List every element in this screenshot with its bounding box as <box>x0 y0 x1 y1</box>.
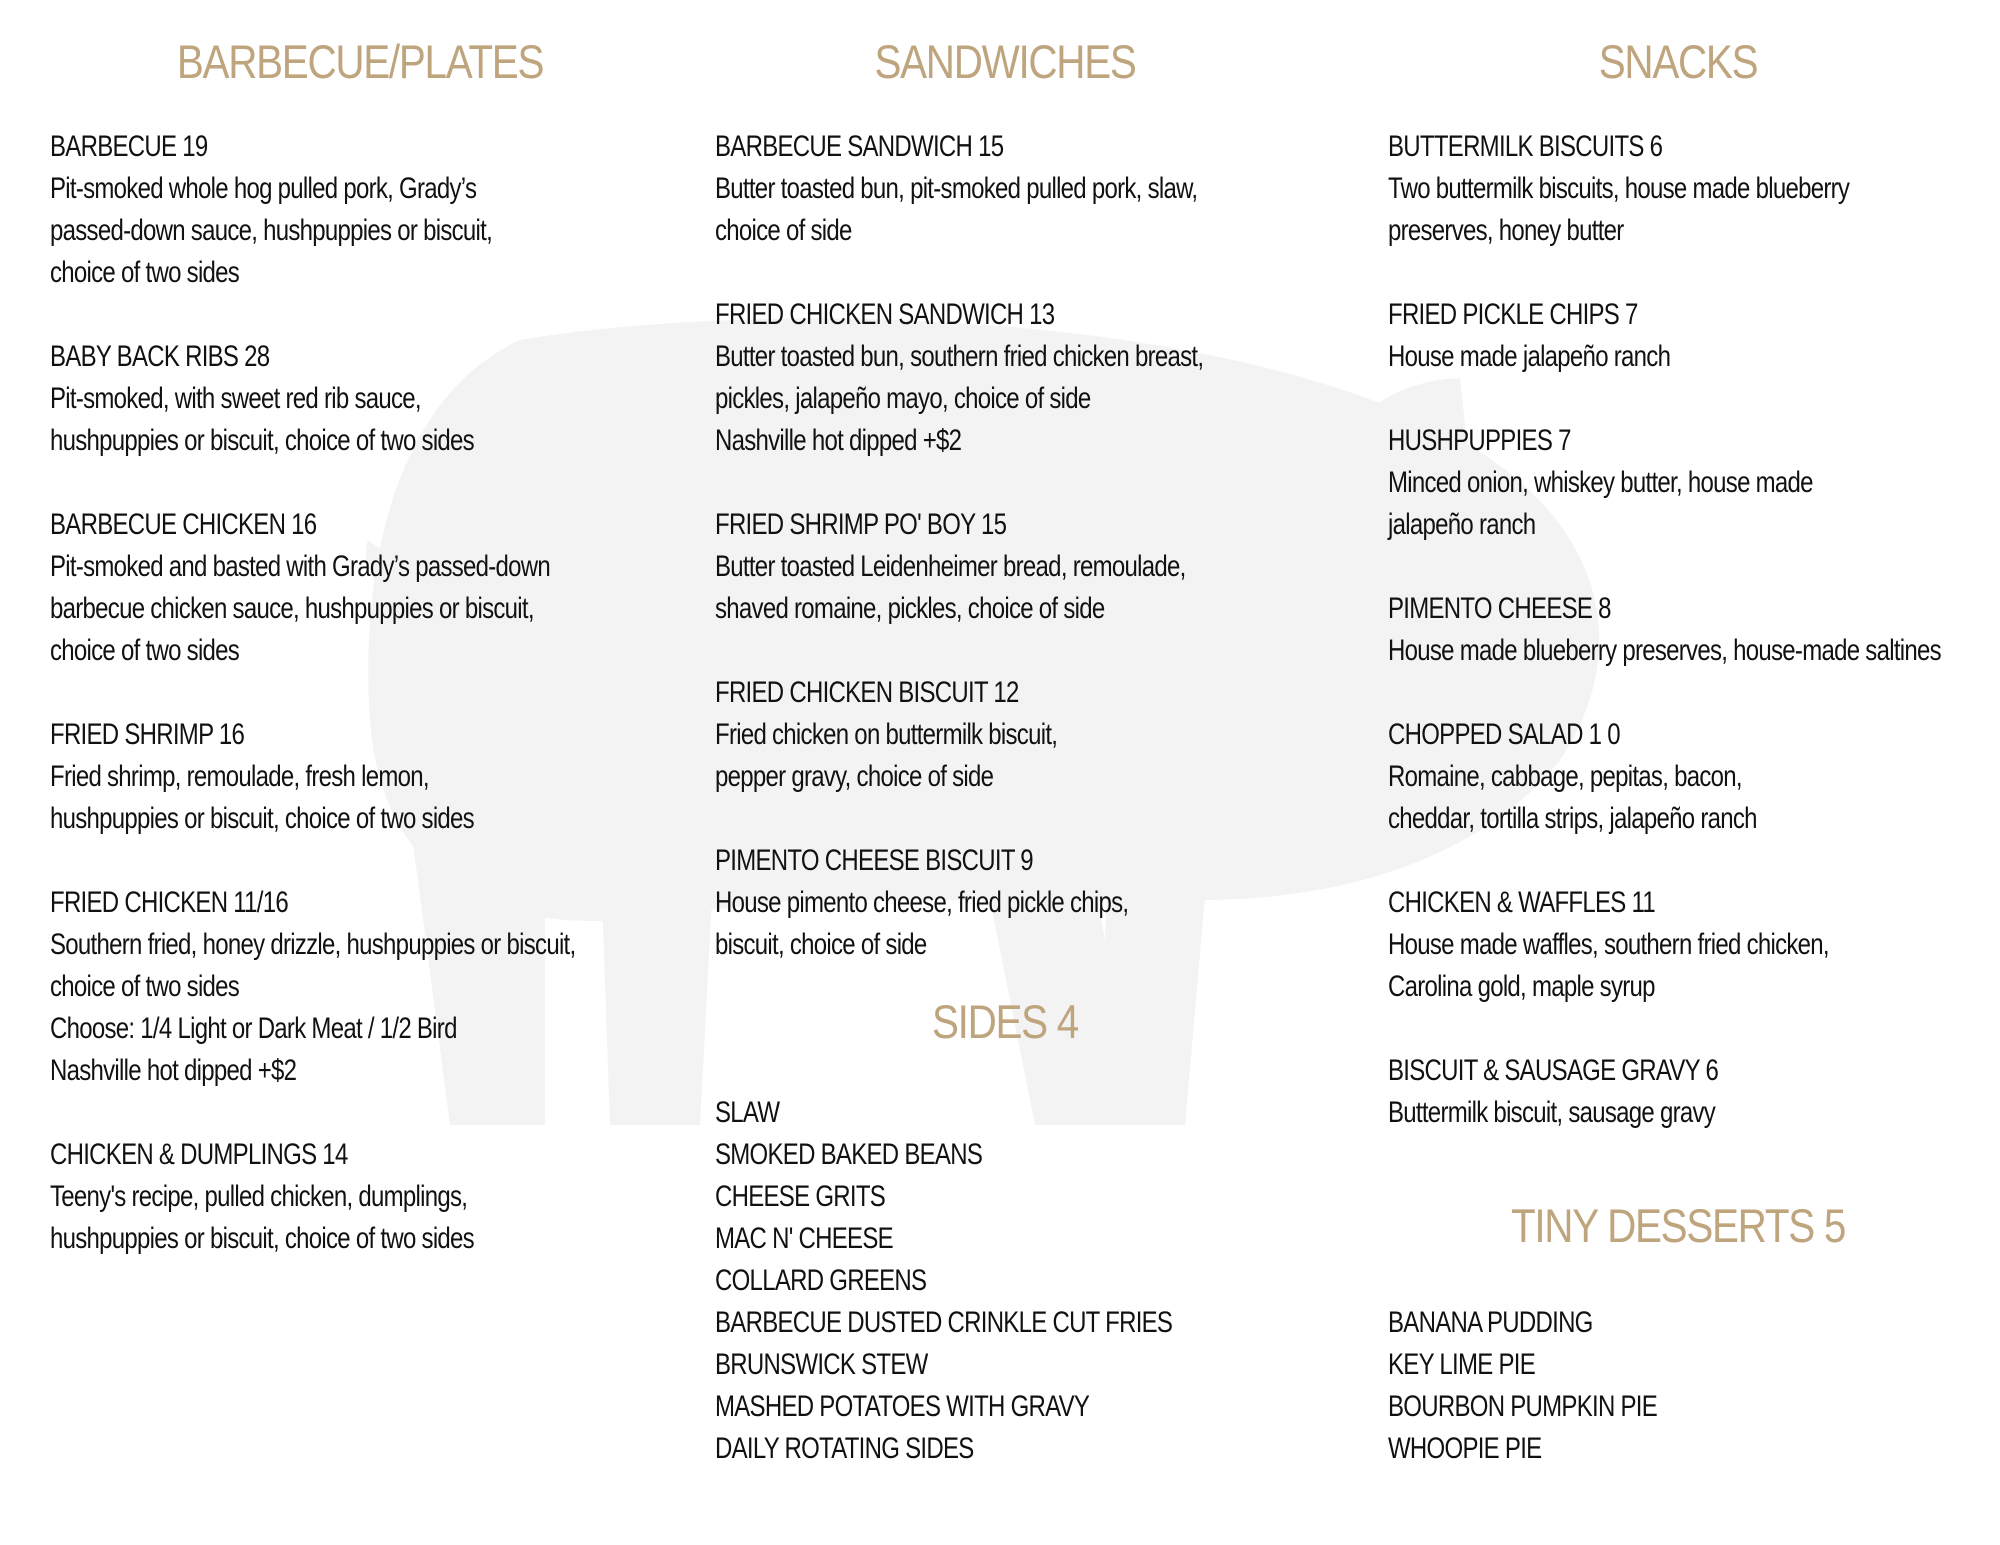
menu-item-chopped-salad <box>1388 714 1849 840</box>
item-description-line: Fried chicken on buttermilk biscuit, <box>715 718 1058 751</box>
menu-item-chicken-dumplings <box>50 1134 580 1260</box>
menu-item-fried-shrimp-po-boy <box>715 504 1303 630</box>
item-description-line: preserves, honey butter <box>1388 214 1624 247</box>
item-description-line: Butter toasted Leidenheimer bread, remoulade, <box>715 550 1186 583</box>
item-name: CHICKEN & WAFFLES 11 <box>1388 886 1655 919</box>
menu-item-fried-pickle-chips <box>1388 294 1741 378</box>
item-description-line: passed-down sauce, hushpuppies or biscuit, <box>50 214 493 247</box>
menu-item-buttermilk-biscuits <box>1388 126 1964 252</box>
section-title-tiny-desserts: TINY DESSERTS 5 <box>1510 1199 1846 1252</box>
item-description-line: hushpuppies or biscuit, choice of two sides <box>50 424 474 457</box>
list-item: WHOOPIE PIE <box>1388 1432 1542 1465</box>
item-description-line: Carolina gold, maple syrup <box>1388 970 1655 1003</box>
list-item: DAILY ROTATING SIDES <box>715 1432 974 1465</box>
menu-item-barbecue-sandwich <box>715 126 1318 252</box>
item-description-line: shaved romaine, pickles, choice of side <box>715 592 1105 625</box>
item-name: PIMENTO CHEESE BISCUIT 9 <box>715 844 1033 877</box>
menu-item-pimento-cheese-biscuit <box>715 840 1232 966</box>
item-name: CHICKEN & DUMPLINGS 14 <box>50 1138 348 1171</box>
item-description-line: cheddar, tortilla strips, jalapeño ranch <box>1388 802 1757 835</box>
item-name: BARBECUE 19 <box>50 130 208 163</box>
list-item: KEY LIME PIE <box>1388 1348 1535 1381</box>
item-description-line: choice of two sides <box>50 970 240 1003</box>
section-title-sandwiches: SANDWICHES <box>874 35 1136 88</box>
item-description-line: Nashville hot dipped +$2 <box>50 1054 297 1087</box>
item-description-line: hushpuppies or biscuit, choice of two sides <box>50 1222 474 1255</box>
section-title-snacks: SNACKS <box>1598 35 1758 88</box>
item-description-line: biscuit, choice of side <box>715 928 927 961</box>
list-item: BARBECUE DUSTED CRINKLE CUT FRIES <box>715 1306 1173 1339</box>
list-item: COLLARD GREENS <box>715 1264 927 1297</box>
tiny-desserts-list <box>1388 1302 1724 1470</box>
menu-item-biscuit-sausage-gravy <box>1388 1050 1801 1134</box>
item-name: FRIED SHRIMP 16 <box>50 718 245 751</box>
item-description-line: choice of side <box>715 214 852 247</box>
item-name: FRIED SHRIMP PO' BOY 15 <box>715 508 1007 541</box>
item-name: BABY BACK RIBS 28 <box>50 340 270 373</box>
item-description-line: Nashville hot dipped +$2 <box>715 424 962 457</box>
item-description-line: Pit-smoked and basted with Grady’s passed-down <box>50 550 551 583</box>
item-description-line: Butter toasted bun, pit-smoked pulled pork, slaw, <box>715 172 1198 205</box>
list-item: BOURBON PUMPKIN PIE <box>1388 1390 1658 1423</box>
item-description-line: barbecue chicken sauce, hushpuppies or biscuit, <box>50 592 534 625</box>
item-description-line: hushpuppies or biscuit, choice of two sides <box>50 802 474 835</box>
item-description-line: House made waffles, southern fried chicken, <box>1388 928 1829 961</box>
section-title-barbecue-plates: BARBECUE/PLATES <box>176 35 544 88</box>
item-description-line: Southern fried, honey drizzle, hushpuppies or biscuit, <box>50 928 576 961</box>
item-description-line: Romaine, cabbage, pepitas, bacon, <box>1388 760 1742 793</box>
item-name: FRIED CHICKEN BISCUIT 12 <box>715 676 1019 709</box>
item-description-line: Buttermilk biscuit, sausage gravy <box>1388 1096 1716 1129</box>
item-description-line: Fried shrimp, remoulade, fresh lemon, <box>50 760 429 793</box>
menu-item-hushpuppies <box>1388 420 1919 546</box>
item-name: BARBECUE CHICKEN 16 <box>50 508 317 541</box>
menu-item-chicken-waffles <box>1388 882 1939 1008</box>
list-item: BRUNSWICK STEW <box>715 1348 928 1381</box>
item-description-line: jalapeño ranch <box>1388 508 1536 541</box>
item-name: FRIED CHICKEN 11/16 <box>50 886 288 919</box>
menu-item-fried-chicken-biscuit <box>715 672 1143 798</box>
item-description-line: Butter toasted bun, southern fried chicken breast, <box>715 340 1204 373</box>
item-name: HUSHPUPPIES 7 <box>1388 424 1571 457</box>
list-item: MAC N' CHEESE <box>715 1222 893 1255</box>
item-name: BISCUIT & SAUSAGE GRAVY 6 <box>1388 1054 1719 1087</box>
list-item: MASHED POTATOES WITH GRAVY <box>715 1390 1090 1423</box>
item-description-line: Choose: 1/4 Light or Dark Meat / 1/2 Bird <box>50 1012 457 1045</box>
item-name: FRIED CHICKEN SANDWICH 13 <box>715 298 1055 331</box>
item-name: CHOPPED SALAD 1 0 <box>1388 718 1620 751</box>
item-description-line: House pimento cheese, fried pickle chips, <box>715 886 1129 919</box>
item-description-line: Pit-smoked whole hog pulled pork, Grady’s <box>50 172 477 205</box>
menu-item-barbecue-chicken <box>50 504 675 672</box>
menu-item-baby-back-ribs <box>50 336 580 462</box>
item-description-line: Teeny's recipe, pulled chicken, dumplings, <box>50 1180 468 1213</box>
item-description-line: House made jalapeño ranch <box>1388 340 1671 373</box>
list-item: SMOKED BAKED BEANS <box>715 1138 983 1171</box>
item-name: BARBECUE SANDWICH 15 <box>715 130 1004 163</box>
item-description-line: choice of two sides <box>50 634 240 667</box>
item-description-line: choice of two sides <box>50 256 240 289</box>
item-name: BUTTERMILK BISCUITS 6 <box>1388 130 1663 163</box>
list-item: CHEESE GRITS <box>715 1180 886 1213</box>
item-description-line: pickles, jalapeño mayo, choice of side <box>715 382 1091 415</box>
menu-item-fried-chicken-sandwich <box>715 294 1325 462</box>
menu-item-fried-shrimp <box>50 714 580 840</box>
item-description-line: pepper gravy, choice of side <box>715 760 994 793</box>
item-description-line: House made blueberry preserves, house-made saltines <box>1388 634 1941 667</box>
item-description-line: Pit-smoked, with sweet red rib sauce, <box>50 382 421 415</box>
menu-item-barbecue <box>50 126 603 294</box>
menu-item-pimento-cheese <box>1388 588 2000 672</box>
item-name: FRIED PICKLE CHIPS 7 <box>1388 298 1638 331</box>
section-title-sides: SIDES 4 <box>932 995 1078 1048</box>
menu-item-fried-chicken <box>50 882 707 1092</box>
list-item: SLAW <box>715 1096 780 1129</box>
item-description-line: Two buttermilk biscuits, house made blueberry <box>1388 172 1850 205</box>
item-name: PIMENTO CHEESE 8 <box>1388 592 1611 625</box>
sides-list <box>715 1092 1287 1470</box>
list-item: BANANA PUDDING <box>1388 1306 1593 1339</box>
item-description-line: Minced onion, whiskey butter, house made <box>1388 466 1813 499</box>
